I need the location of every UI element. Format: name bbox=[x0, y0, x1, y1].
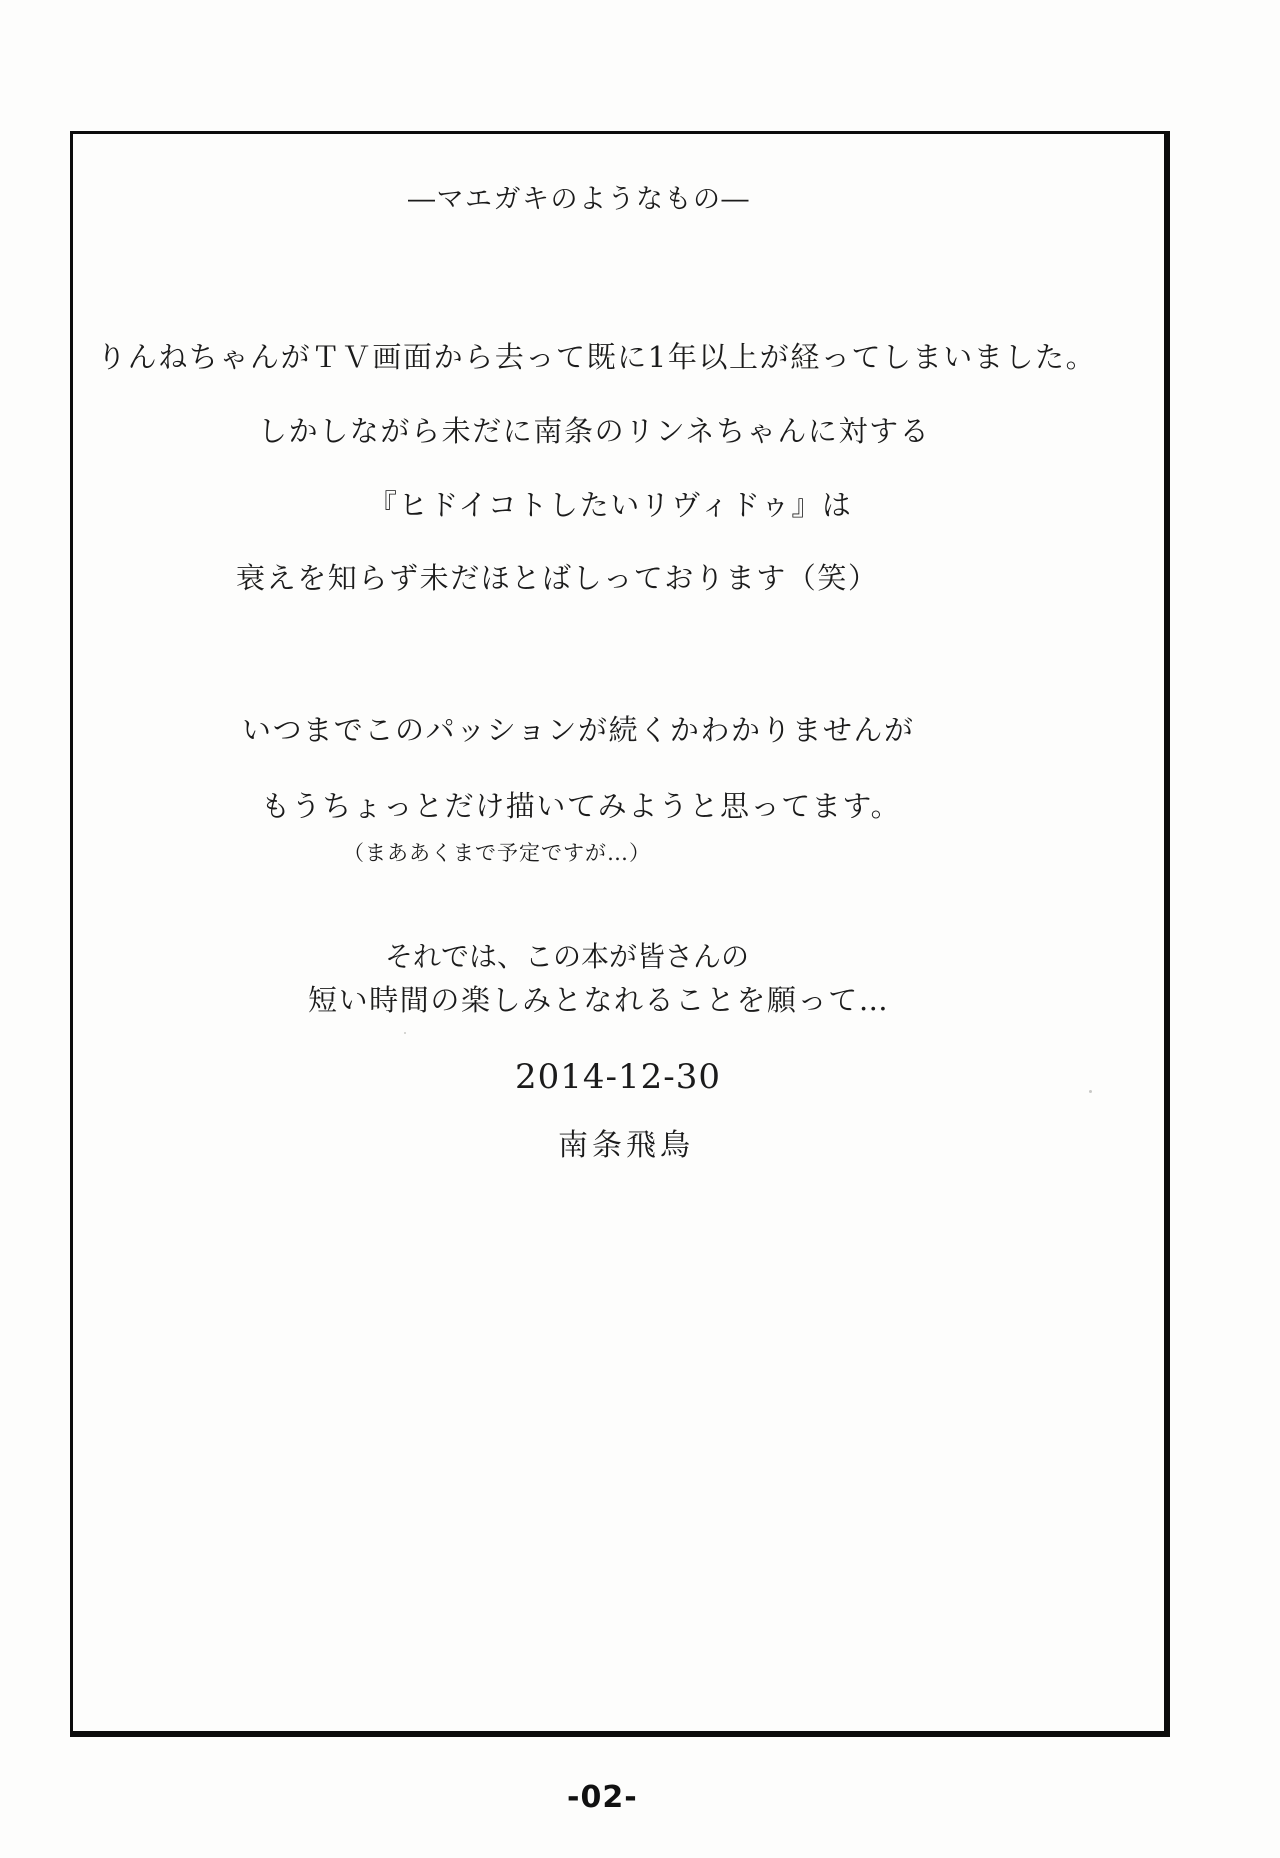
scan-noise-speck bbox=[404, 1032, 406, 1034]
scan-noise-speck bbox=[1089, 1090, 1092, 1093]
preface-paragraph-line: もうちょっとだけ描いてみようと思ってます。 bbox=[261, 789, 902, 823]
preface-paragraph-line: いつまでこのパッションが続くかわかりませんが bbox=[242, 713, 915, 747]
preface-closing-line: 短い時間の楽しみとなれることを願って… bbox=[308, 983, 890, 1017]
preface-title: ―マエガキのようなもの― bbox=[408, 184, 750, 215]
page-number: -02- bbox=[567, 1780, 638, 1815]
date: 2014-12-30 bbox=[515, 1057, 722, 1097]
preface-closing-line: それでは、この本が皆さんの bbox=[385, 940, 750, 973]
preface-paragraph-line: しかしながら未だに南条のリンネちゃんに対する bbox=[258, 414, 931, 448]
preface-paragraph-line: りんねちゃんがＴＶ画面から去って既に1年以上が経ってしまいました。 bbox=[97, 340, 1097, 374]
preface-paragraph-line: 『ヒドイコトしたいリヴィドゥ』は bbox=[368, 488, 853, 522]
preface-parenthetical-note: （まああくまで予定ですが…） bbox=[343, 841, 651, 865]
preface-paragraph-line: 衰えを知らず未だほとばしっております（笑） bbox=[236, 561, 879, 595]
author-name: 南条飛鳥 bbox=[558, 1128, 694, 1163]
